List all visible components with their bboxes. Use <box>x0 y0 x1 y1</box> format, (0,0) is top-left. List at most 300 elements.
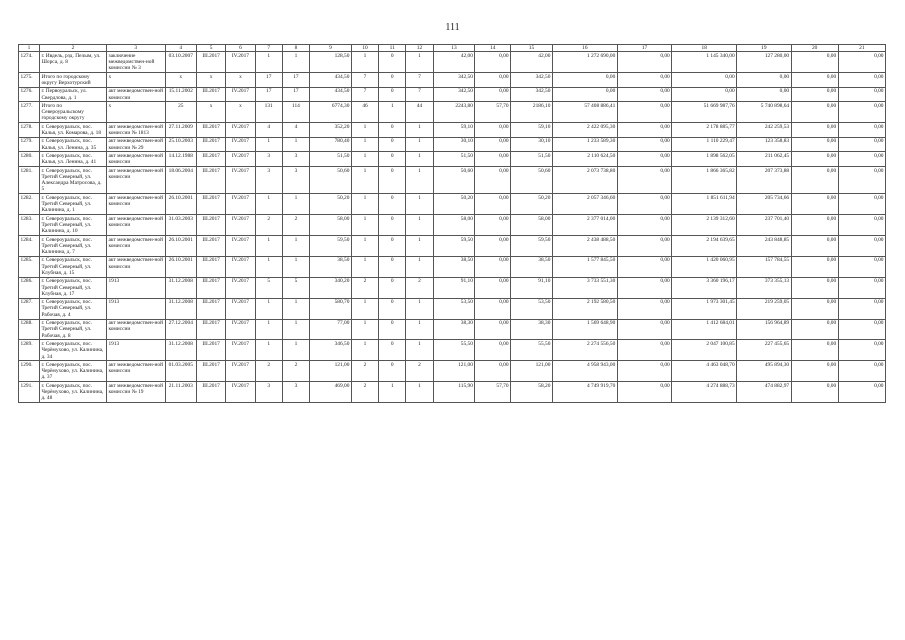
table-cell: 115,90 <box>433 382 475 403</box>
table-cell: 2 438 488,50 <box>552 236 617 257</box>
table-cell: 1 <box>282 340 309 361</box>
table-row <box>19 298 886 319</box>
table-row <box>19 152 886 167</box>
table-cell: III.2017 <box>196 52 225 73</box>
table-cell: 55,50 <box>433 340 475 361</box>
table-row <box>19 123 886 138</box>
table-cell: 207 373,88 <box>737 167 791 194</box>
table-cell: 26.10.2001 <box>165 236 196 257</box>
table-cell: х <box>226 73 255 88</box>
table-cell: 4 749 919,70 <box>552 382 617 403</box>
table-cell: акт межведомствен-ной комиссии <box>106 167 165 194</box>
table-cell: 50,60 <box>433 167 475 194</box>
table-cell: 242 259,53 <box>737 123 791 138</box>
table-cell: 0,00 <box>838 152 885 167</box>
table-cell: 1 <box>379 382 406 403</box>
table-cell: 1 <box>282 194 309 215</box>
table-cell: 342,50 <box>511 73 553 88</box>
table-cell: 0,00 <box>617 382 671 403</box>
table-cell: 780,40 <box>310 137 352 152</box>
table-cell: акт межведомствен-ной комиссии <box>106 256 165 277</box>
table-cell: 57,70 <box>475 382 511 403</box>
table-cell: 352,20 <box>310 123 352 138</box>
table-cell: 3 <box>282 167 309 194</box>
table-cell: 219 259,05 <box>737 298 791 319</box>
table-cell: 0,00 <box>475 123 511 138</box>
table-cell: 1 <box>351 152 378 167</box>
column-number-cell: 4 <box>165 45 196 52</box>
table-cell: 1 <box>255 340 282 361</box>
table-cell: 50,20 <box>433 194 475 215</box>
table-cell: 0,00 <box>475 137 511 152</box>
table-cell: 2 139 312,60 <box>672 215 737 236</box>
table-row <box>19 215 886 236</box>
table-cell: 50,60 <box>511 167 553 194</box>
table-cell: 1 <box>351 256 378 277</box>
table-cell: 2 192 580,50 <box>552 298 617 319</box>
column-number-cell: 1 <box>19 45 40 52</box>
table-row <box>19 236 886 257</box>
table-cell: 0,00 <box>617 215 671 236</box>
table-cell: 0,00 <box>617 73 671 88</box>
table-cell: 127 280,00 <box>737 52 791 73</box>
table-cell: 157 784,55 <box>737 256 791 277</box>
table-cell: 55,50 <box>511 340 553 361</box>
table-cell: 0,00 <box>475 73 511 88</box>
table-cell: 1 <box>282 137 309 152</box>
table-cell: 1 <box>406 167 433 194</box>
table-cell: 0 <box>379 152 406 167</box>
table-cell: III.2017 <box>196 319 225 340</box>
table-row <box>19 167 886 194</box>
table-cell: 0,00 <box>475 256 511 277</box>
table-cell: 42,00 <box>511 52 553 73</box>
table-cell: 2 422 095,30 <box>552 123 617 138</box>
table-cell: 1 <box>351 123 378 138</box>
table-cell: 1 <box>351 215 378 236</box>
table-cell: 0 <box>379 298 406 319</box>
table-cell: 0 <box>379 319 406 340</box>
table-cell: 0,00 <box>791 194 838 215</box>
table-cell: 1 <box>406 319 433 340</box>
table-cell: 1283. <box>19 215 40 236</box>
table-cell: 0,00 <box>617 340 671 361</box>
table-cell: 2 <box>282 215 309 236</box>
column-number-cell: 3 <box>106 45 165 52</box>
table-cell: III.2017 <box>196 382 225 403</box>
table-cell: 38,50 <box>433 256 475 277</box>
table-cell: 0 <box>379 87 406 102</box>
table-cell: 0,00 <box>475 215 511 236</box>
table-cell: г. Североуральск, пос. Третий Северный, ул. Клубная, д. 15 <box>39 256 106 277</box>
table-cell: III.2017 <box>196 137 225 152</box>
table-cell: 1 <box>406 298 433 319</box>
table-cell: г. Североуральск, пос. Калья, ул. Ленина, д. 35 <box>39 137 106 152</box>
table-cell: 3 <box>282 152 309 167</box>
table-cell: 1 <box>406 215 433 236</box>
table-cell: 1281. <box>19 167 40 194</box>
table-cell: 31.03.2003 <box>165 215 196 236</box>
table-cell: 1 <box>255 137 282 152</box>
table-cell: 1 <box>351 298 378 319</box>
table-cell: акт межведомствен-ной комиссии № 29 <box>106 137 165 152</box>
table-cell: 77,00 <box>310 319 352 340</box>
table-cell: 15.11.2002 <box>165 87 196 102</box>
column-number-cell: 2 <box>39 45 106 52</box>
table-cell: 51 669 987,76 <box>672 102 737 123</box>
table-cell: III.2017 <box>196 152 225 167</box>
table-cell: 0,00 <box>791 137 838 152</box>
table-cell: 1 233 589,30 <box>552 137 617 152</box>
table-cell: акт межведомствен-ной комиссии <box>106 87 165 102</box>
table-cell: 2 073 738,80 <box>552 167 617 194</box>
column-number-cell: 8 <box>282 45 309 52</box>
table-cell: 14.12.1988 <box>165 152 196 167</box>
table-cell: 38,30 <box>511 319 553 340</box>
table-cell: 0,00 <box>791 361 838 382</box>
table-cell: г. Североуральск, пос. Калья, ул. Комарова, д. 18 <box>39 123 106 138</box>
table-cell: 1 <box>406 382 433 403</box>
table-cell: 7 <box>351 73 378 88</box>
table-cell: IV.2017 <box>226 277 255 298</box>
table-cell: г. Североуральск, пос. Третий Северный, ул. Рабочая, д. 8 <box>39 319 106 340</box>
table-cell: 1291. <box>19 382 40 403</box>
table-cell: 0,00 <box>838 123 885 138</box>
table-cell: 121,00 <box>310 361 352 382</box>
table-cell: 1 <box>406 236 433 257</box>
table-cell: 3 <box>255 382 282 403</box>
table-cell: 2 047 100,85 <box>672 340 737 361</box>
table-cell: х <box>226 102 255 123</box>
table-cell: 0,00 <box>791 256 838 277</box>
table-cell: 25.10.2003 <box>165 137 196 152</box>
table-cell: 1 <box>255 298 282 319</box>
table-cell: 59,50 <box>433 236 475 257</box>
table-cell: 57,70 <box>475 102 511 123</box>
table-cell: 2 <box>351 382 378 403</box>
table-cell: 237 701,40 <box>737 215 791 236</box>
table-cell: IV.2017 <box>226 319 255 340</box>
table-cell: 1287. <box>19 298 40 319</box>
table-cell: 0,00 <box>475 236 511 257</box>
table-cell: 0,00 <box>552 73 617 88</box>
table-cell: 4 463 048,70 <box>672 361 737 382</box>
table-cell: 27.12.2004 <box>165 319 196 340</box>
table-cell: 51,50 <box>511 152 553 167</box>
table-cell: г. Североуральск, пос. Третий Северный, ул. Рабочая, д. 4 <box>39 298 106 319</box>
table-row <box>19 102 886 123</box>
table-cell: 474 882,97 <box>737 382 791 403</box>
table-cell: 1 <box>406 256 433 277</box>
table-cell: 156 964,89 <box>737 319 791 340</box>
table-cell: 0,00 <box>791 236 838 257</box>
table-cell: 131 <box>255 102 282 123</box>
table-cell: 1288. <box>19 319 40 340</box>
table-cell: 1 <box>282 298 309 319</box>
table-cell: 25 <box>165 102 196 123</box>
table-cell: 1 <box>351 167 378 194</box>
table-cell: 59,50 <box>310 236 352 257</box>
table-cell: 0,00 <box>617 102 671 123</box>
table-cell: 0,00 <box>475 298 511 319</box>
table-cell: 2 178 885,77 <box>672 123 737 138</box>
table-cell: 1 973 301,45 <box>672 298 737 319</box>
table-cell: 1280. <box>19 152 40 167</box>
table-cell: 342,50 <box>433 87 475 102</box>
table-cell: 0,00 <box>838 256 885 277</box>
table-row <box>19 340 886 361</box>
table-row <box>19 319 886 340</box>
table-cell: 0,00 <box>791 87 838 102</box>
table-cell: III.2017 <box>196 277 225 298</box>
table-cell: 0,00 <box>475 340 511 361</box>
table-cell: 1286. <box>19 277 40 298</box>
table-cell: 0 <box>379 137 406 152</box>
table-cell: 434,50 <box>310 87 352 102</box>
table-cell: 0,00 <box>617 236 671 257</box>
table-cell: 1 <box>379 102 406 123</box>
table-cell: 0,00 <box>475 52 511 73</box>
table-cell: 0,00 <box>672 73 737 88</box>
table-cell: 4 <box>282 123 309 138</box>
table-cell: 46 <box>351 102 378 123</box>
table-cell: 7 <box>351 87 378 102</box>
table-cell: IV.2017 <box>226 194 255 215</box>
table-cell: г. Североуральск, пос. Черёмухово, ул. Калинина, д. 34 <box>39 340 106 361</box>
table-cell: 57 408 886,41 <box>552 102 617 123</box>
table-cell: 58,00 <box>310 215 352 236</box>
table-cell: III.2017 <box>196 236 225 257</box>
table-cell: 42,00 <box>433 52 475 73</box>
table-cell: 0,00 <box>475 87 511 102</box>
table-cell: 50,60 <box>310 167 352 194</box>
table-cell: 123 358,83 <box>737 137 791 152</box>
table-cell: IV.2017 <box>226 340 255 361</box>
table-cell: IV.2017 <box>226 152 255 167</box>
table-cell: 1 420 060,95 <box>672 256 737 277</box>
column-number-cell: 15 <box>511 45 553 52</box>
table-cell: 1 851 611,94 <box>672 194 737 215</box>
table-cell: IV.2017 <box>226 298 255 319</box>
table-cell: 0,00 <box>475 194 511 215</box>
table-cell: 50,20 <box>310 194 352 215</box>
table-cell: 121,00 <box>511 361 553 382</box>
column-number-cell: 18 <box>672 45 737 52</box>
column-number-cell: 5 <box>196 45 225 52</box>
table-cell: 21.11.2003 <box>165 382 196 403</box>
table-cell: 0,00 <box>737 73 791 88</box>
table-cell: 0,00 <box>617 277 671 298</box>
table-cell: 340,20 <box>310 277 352 298</box>
table-cell: 243 848,85 <box>737 236 791 257</box>
table-cell: г. Ивдель, рзд. Пелым, ул. Шорса, д. 8 <box>39 52 106 73</box>
table-cell: 0,00 <box>475 361 511 382</box>
table-cell: 0,00 <box>791 167 838 194</box>
table-cell: 59,10 <box>511 123 553 138</box>
table-row <box>19 73 886 88</box>
table-cell: 0,00 <box>838 87 885 102</box>
table-cell: Итого по городскому округу Верхотурский <box>39 73 106 88</box>
column-number-cell: 10 <box>351 45 378 52</box>
table-cell: III.2017 <box>196 340 225 361</box>
table-cell: 17 <box>255 87 282 102</box>
table-cell: 1 <box>255 52 282 73</box>
table-cell: III.2017 <box>196 361 225 382</box>
table-cell: III.2017 <box>196 123 225 138</box>
table-cell: 2 <box>351 361 378 382</box>
column-number-cell: 19 <box>737 45 791 52</box>
table-cell: 91,10 <box>433 277 475 298</box>
table-cell: 0,00 <box>838 194 885 215</box>
column-number-cell: 20 <box>791 45 838 52</box>
table-cell: 0,00 <box>838 102 885 123</box>
table-cell: 0,00 <box>617 298 671 319</box>
table-cell: 342,50 <box>511 87 553 102</box>
table-cell: 0,00 <box>838 52 885 73</box>
table-cell: 2 057 346,60 <box>552 194 617 215</box>
table-cell: 1 <box>282 52 309 73</box>
table-cell: III.2017 <box>196 87 225 102</box>
table-cell: 5 <box>255 277 282 298</box>
table-cell: 1275. <box>19 73 40 88</box>
table-cell: 2 <box>255 361 282 382</box>
table-cell: 1 <box>351 137 378 152</box>
table-cell: 1 <box>255 319 282 340</box>
table-cell: IV.2017 <box>226 361 255 382</box>
table-cell: 3 <box>255 152 282 167</box>
table-cell: 0,00 <box>791 382 838 403</box>
column-number-cell: 21 <box>838 45 885 52</box>
table-cell: IV.2017 <box>226 167 255 194</box>
table-cell: 0 <box>379 73 406 88</box>
table-cell: 0 <box>379 361 406 382</box>
table-cell: 26.10.2001 <box>165 194 196 215</box>
table-cell: 0,00 <box>838 215 885 236</box>
column-number-cell: 11 <box>379 45 406 52</box>
table-cell: 51,50 <box>433 152 475 167</box>
table-cell: 58,00 <box>511 215 553 236</box>
table-cell: 0,00 <box>791 277 838 298</box>
table-cell: IV.2017 <box>226 137 255 152</box>
table-cell: 1913 <box>106 277 165 298</box>
table-cell: 3 733 551,30 <box>552 277 617 298</box>
table-cell: 0,00 <box>791 73 838 88</box>
table-cell: 38,50 <box>511 256 553 277</box>
table-cell: 0,00 <box>838 236 885 257</box>
table-cell: г. Североуральск, пос. Третий Северный, ул. Калинина, д. 10 <box>39 215 106 236</box>
table-cell: 1 <box>406 340 433 361</box>
table-row <box>19 256 886 277</box>
table-cell: 30,10 <box>511 137 553 152</box>
table-cell: 1277. <box>19 102 40 123</box>
column-number-cell: 17 <box>617 45 671 52</box>
table-cell: 1 <box>351 236 378 257</box>
table-cell: Итого по Североуральскому городскому округу <box>39 102 106 123</box>
table-cell: 0,00 <box>791 319 838 340</box>
table-cell: 59,10 <box>433 123 475 138</box>
table-cell: г. Североуральск, пос. Третий Северный, ул. Калинина, д. 7 <box>39 236 106 257</box>
table-cell: 17 <box>282 87 309 102</box>
table-cell: 469,00 <box>310 382 352 403</box>
table-cell: 0,00 <box>617 256 671 277</box>
table-cell: 2 <box>406 277 433 298</box>
table-cell: 2 110 624,50 <box>552 152 617 167</box>
table-cell: 0,00 <box>791 215 838 236</box>
table-cell: 0,00 <box>617 87 671 102</box>
table-cell: IV.2017 <box>226 87 255 102</box>
table-cell: г. Североуральск, пос. Третий Северный, ул. Клубная, д. 17 <box>39 277 106 298</box>
table-cell: акт межведомствен-ной комиссии <box>106 236 165 257</box>
table-cell: 0 <box>379 236 406 257</box>
table-cell: 114 <box>282 102 309 123</box>
table-cell: 0,00 <box>791 152 838 167</box>
table-cell: 0,00 <box>838 137 885 152</box>
table-cell: 1 <box>282 256 309 277</box>
table-cell: 0,00 <box>791 123 838 138</box>
table-cell: 1285. <box>19 256 40 277</box>
table-cell: 0,00 <box>552 87 617 102</box>
table-cell: IV.2017 <box>226 215 255 236</box>
table-cell: 0 <box>379 52 406 73</box>
table-cell: 1 <box>255 236 282 257</box>
table-cell: 2 <box>351 277 378 298</box>
table-cell: 4 274 888,73 <box>672 382 737 403</box>
table-cell: 1284. <box>19 236 40 257</box>
table-cell: 1 <box>406 123 433 138</box>
column-number-cell: 12 <box>406 45 433 52</box>
table-cell: III.2017 <box>196 167 225 194</box>
column-number-cell: 7 <box>255 45 282 52</box>
page-number: 111 <box>445 22 460 33</box>
table-cell: 0 <box>379 256 406 277</box>
table-cell: 434,50 <box>310 73 352 88</box>
table-cell: 1 577 845,50 <box>552 256 617 277</box>
table-cell: 346,50 <box>310 340 352 361</box>
table-cell: 1 <box>351 319 378 340</box>
table-cell: IV.2017 <box>226 123 255 138</box>
table-cell: 1 412 684,01 <box>672 319 737 340</box>
table-cell: 0,00 <box>838 277 885 298</box>
table-cell: 53,50 <box>511 298 553 319</box>
table-cell: 227 455,65 <box>737 340 791 361</box>
table-cell: г. Североуральск, пос. Черёмухово, ул. Калинина, д. 48 <box>39 382 106 403</box>
table-cell: 1 <box>406 194 433 215</box>
table-cell: 01.03.2005 <box>165 361 196 382</box>
table-cell: 0,00 <box>791 298 838 319</box>
table-cell: 0,00 <box>838 298 885 319</box>
table-cell: 38,50 <box>310 256 352 277</box>
table-cell: 1290. <box>19 361 40 382</box>
table-cell: 5 740 898,64 <box>737 102 791 123</box>
table-cell: 0,00 <box>617 194 671 215</box>
table-cell: 0 <box>379 340 406 361</box>
table-cell: 580,70 <box>310 298 352 319</box>
table-cell: IV.2017 <box>226 52 255 73</box>
table-cell: заключение межведомствен-ной комиссии № 3 <box>106 52 165 73</box>
table-cell: 5 <box>282 277 309 298</box>
table-cell: 3 360 196,17 <box>672 277 737 298</box>
table-row <box>19 382 886 403</box>
table-cell: 0 <box>379 194 406 215</box>
table-cell: 0,00 <box>838 382 885 403</box>
table-cell: 0,00 <box>617 167 671 194</box>
table-cell: 1 <box>406 52 433 73</box>
table-cell: акт межведомствен-ной комиссии <box>106 152 165 167</box>
table-cell: 2 <box>406 361 433 382</box>
table-cell: 17 <box>255 73 282 88</box>
table-cell: акт межведомствен-ной комиссии <box>106 361 165 382</box>
table-cell: г. Североуральск, пос. Третий Северный, ул. Калинина, д. 1 <box>39 194 106 215</box>
